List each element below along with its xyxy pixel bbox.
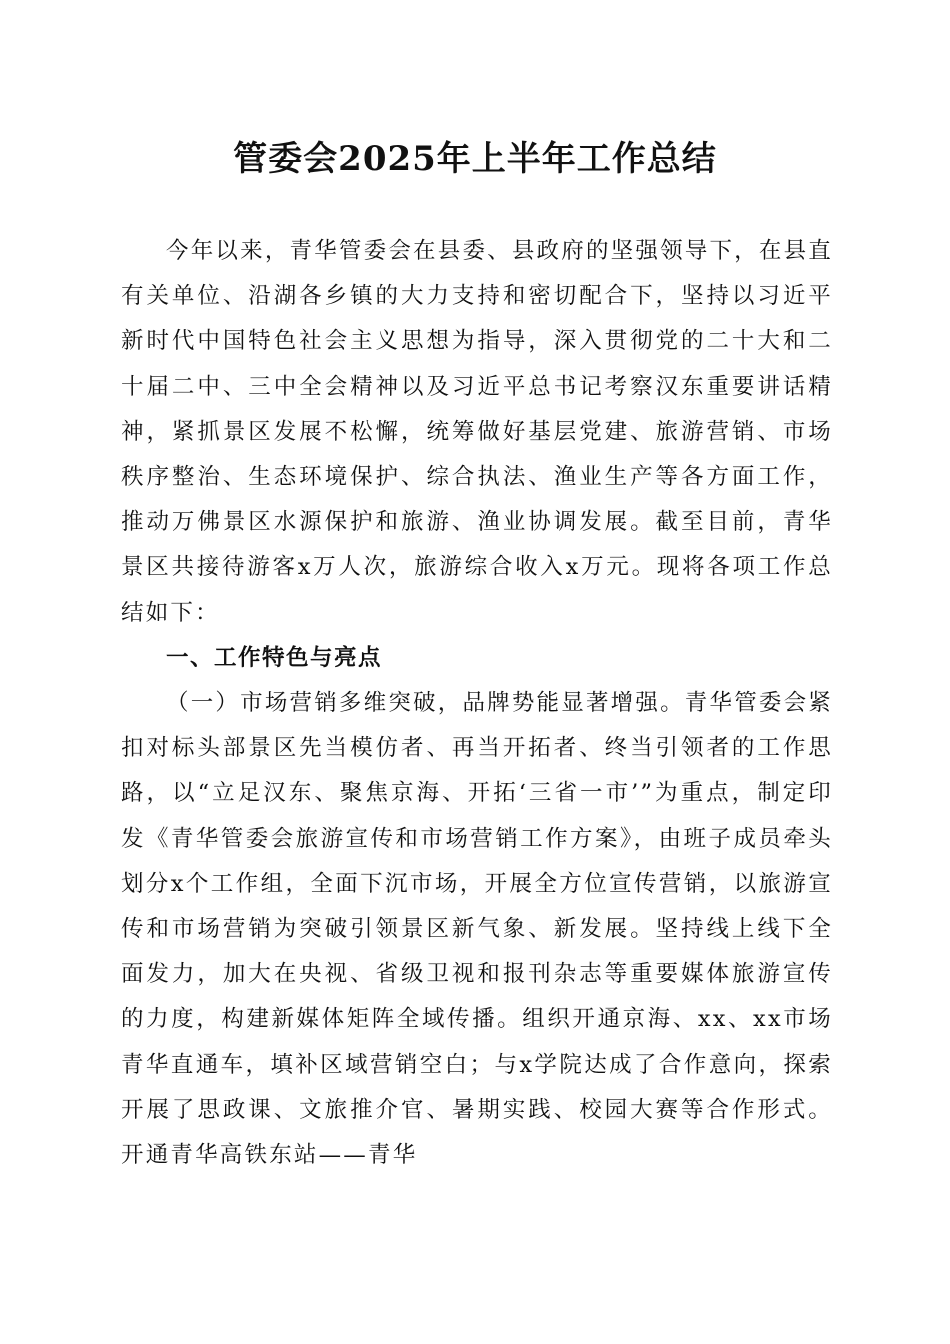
document-title: 管委会2025年上半年工作总结 <box>233 139 717 179</box>
intro-paragraph: 今年以来，青华管委会在县委、县政府的坚强领导下，在县直有关单位、沿湖各乡镇的大力支持和密切配合下，坚持以习近平新时代中国特色社会主义思想为指导，深入贯彻党的二十大和二十届二中、三中全会精神以及习近平总书记考察汉东重要讲话精神，紧抓景区发展不松懈，统筹做好基层党建、旅游营销、市场秩序整治、生态环境保护、综合执法、渔业生产等各方面工作，推动万佛景区水源保护和旅游、渔业协调发展。截至目前，青华景区共接待游客x万人次，旅游综合收入x万元。现将各项工作总结如下： <box>121 238 833 626</box>
document-body <box>121 229 833 1178</box>
section-1-item-1-paragraph <box>121 681 833 1178</box>
item-1-lead: （一）市场营销多维突破，品牌势能显著增强。 <box>166 690 685 717</box>
section-heading-1: 一、工作特色与亮点 <box>166 644 383 671</box>
item-1-text: 青华管委会紧扣对标头部景区先当模仿者、再当开拓者、终当引领者的工作思路，以“立足汉东、聚焦京海、开拓‘三省一市’”为重点，制定印发《青华管委会旅游宣传和市场营销工作方案》，由班子成员牵头划分x个工作组，全面下沉市场，开展全方位宣传营销，以旅游宣传和市场营销为突破引领景区新气象、新发展。坚持线上线下全面发力，加大在央视、省级卫视和报刊杂志等重要媒体旅游宣传的力度，构建新媒体矩阵全域传播。组织开通京海、xx、xx市场青华直通车，填补区域营销空白；与x学院达成了合作意向，探索开展了思政课、文旅推介官、暑期实践、校园大赛等合作形式。开通青华高铁东站——青华 <box>121 690 833 1169</box>
